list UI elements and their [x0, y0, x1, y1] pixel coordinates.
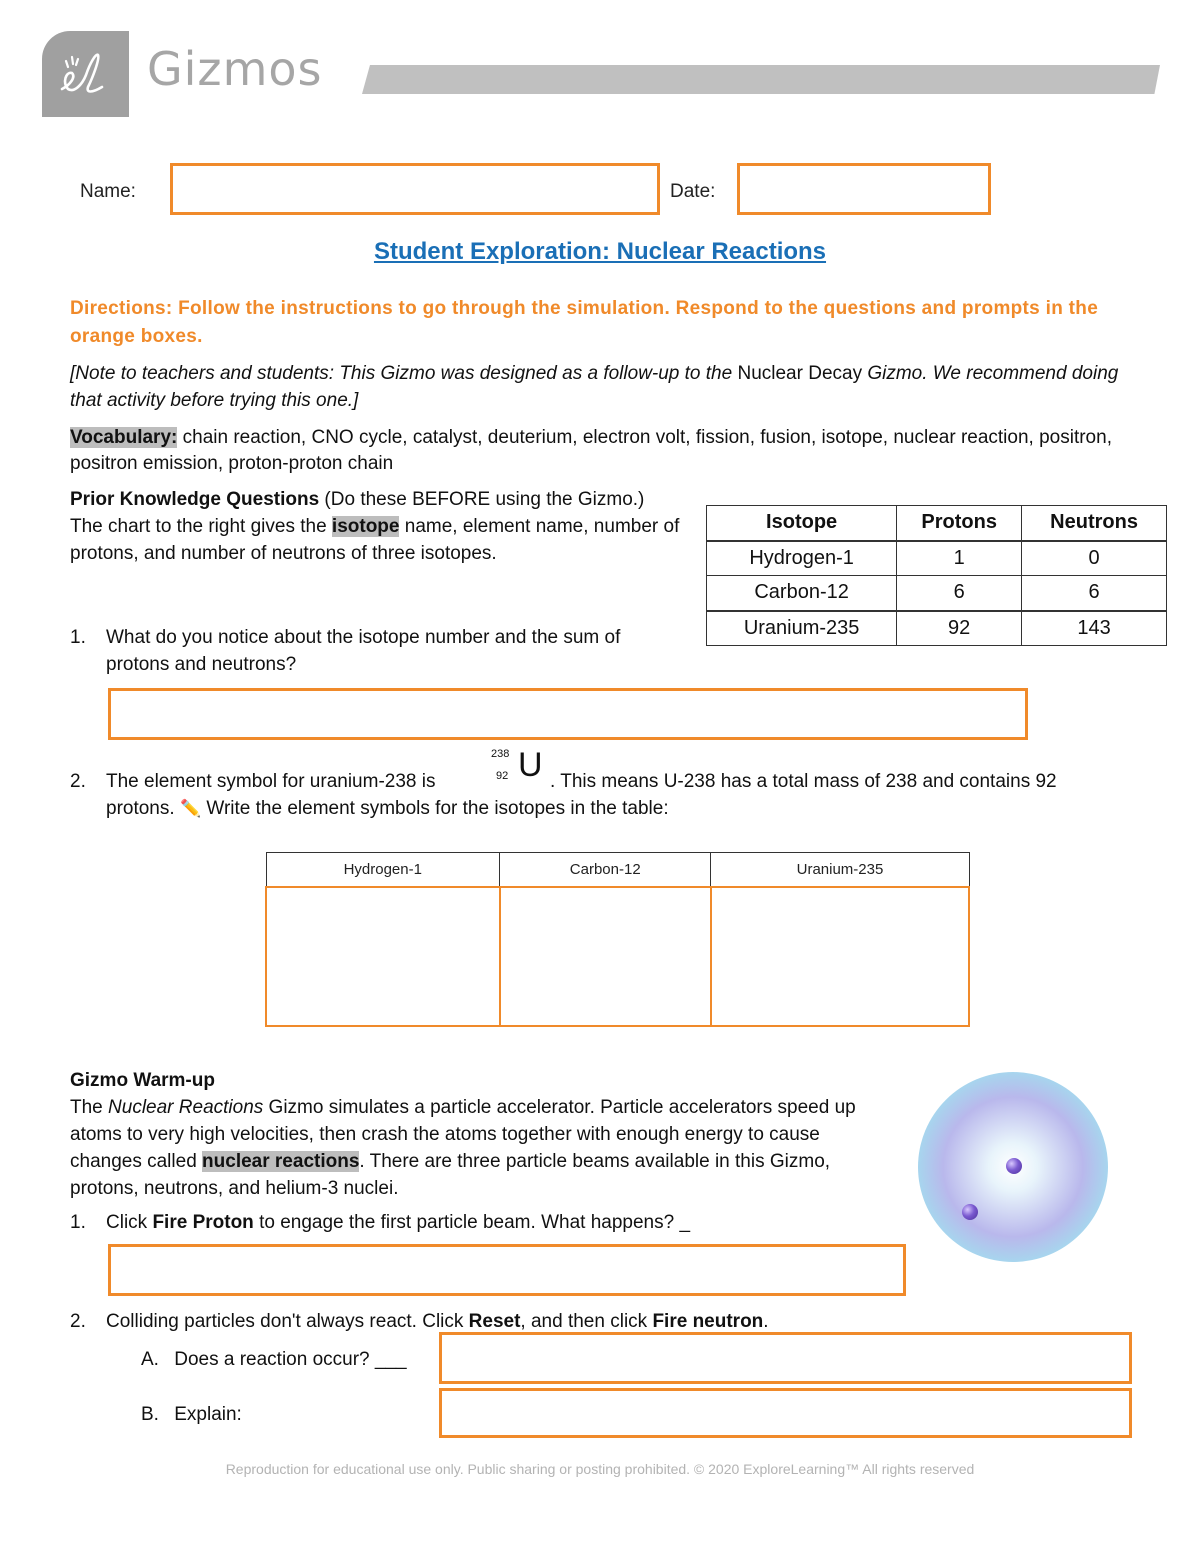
q1-answer-box[interactable] [108, 688, 1028, 740]
warmup-section [70, 1067, 890, 1202]
date-field[interactable] [737, 163, 991, 215]
sub-question-a [141, 1346, 441, 1373]
sub-question-label: B. [141, 1404, 159, 1425]
question-text-part1: The element symbol for uranium-238 is [106, 771, 436, 792]
cell-neutrons: 0 [1022, 541, 1167, 576]
table-row [707, 541, 1167, 576]
cell-neutrons: 6 [1022, 576, 1167, 611]
question-number: 2. [70, 1311, 86, 1332]
question-2 [70, 768, 1150, 828]
table-row [266, 887, 969, 1026]
name-field[interactable] [170, 163, 660, 215]
header-uranium-235: Uranium-235 [711, 853, 969, 887]
warmup-heading: Gizmo Warm-up [70, 1070, 215, 1091]
vocabulary-terms: chain reaction, CNO cycle, catalyst, deuterium, electron volt, fission, fusion, isotope, nuclear reaction, positron, positron emission, proton-proton chain [70, 427, 1112, 474]
nucleus-particle-icon [1006, 1158, 1022, 1174]
atom-illustration [918, 1072, 1108, 1262]
sub-question-b [141, 1401, 441, 1428]
question-text-part2: . This means U-238 has a total mass of 238 and contains 92 [550, 771, 1057, 792]
header-carbon-12: Carbon-12 [500, 853, 711, 887]
el-logo-icon [52, 45, 118, 103]
header-isotope: Isotope [707, 506, 897, 541]
element-symbol-table [265, 852, 970, 1027]
q2-part2: , and then click [520, 1311, 653, 1332]
sub-question-label: A. [141, 1349, 159, 1370]
cell-protons: 6 [897, 576, 1022, 611]
note-part3: Gizmo. We recommend doing that activity before trying this one.] [70, 363, 1119, 411]
table-row [707, 611, 1167, 646]
cell-isotope: Carbon-12 [707, 576, 897, 611]
question-text-part3: protons. [106, 798, 175, 819]
header-decorative-bar [362, 65, 1160, 94]
teacher-note [70, 360, 1130, 414]
header-protons: Protons [897, 506, 1022, 541]
q1-part1: Click [106, 1212, 153, 1233]
uranium-235-answer-cell[interactable] [711, 887, 969, 1026]
vocabulary [70, 425, 1130, 477]
warmup-p1: The [70, 1097, 109, 1118]
prior-knowledge-heading: Prior Knowledge Questions [70, 489, 320, 510]
cell-isotope: Uranium-235 [707, 611, 897, 646]
proton-particle-icon [962, 1204, 978, 1220]
vocabulary-label: Vocabulary: [70, 427, 178, 448]
cell-protons: 92 [897, 611, 1022, 646]
pencil-icon: ✏️ [179, 799, 202, 818]
table-row [707, 576, 1167, 611]
table-header-row [707, 506, 1167, 541]
question-text: What do you notice about the isotope number and the sum of protons and neutrons? [106, 627, 621, 675]
warmup-q1-answer-box[interactable] [108, 1244, 906, 1296]
warmup-p2: Gizmo simulates a particle accelerator. Particle accelerators speed up atoms to very high velocities, then crash the atoms together with enough energy to cause changes called [70, 1097, 856, 1172]
fire-proton-label: Fire Proton [152, 1212, 254, 1233]
carbon-12-answer-cell[interactable] [500, 887, 711, 1026]
intro-part2: name, element name, number of protons, and number of neutrons of three isotopes. [70, 516, 680, 564]
cell-protons: 1 [897, 541, 1022, 576]
prior-knowledge-note: (Do these BEFORE using the Gizmo.) [319, 489, 645, 510]
isotope-highlight: isotope [331, 516, 400, 537]
warmup-gizmo-name: Nuclear Reactions [108, 1097, 264, 1118]
name-label: Name: [80, 181, 136, 202]
date-label: Date: [670, 181, 716, 202]
element-symbol: U [518, 746, 543, 784]
header-neutrons: Neutrons [1022, 506, 1167, 541]
isotope-table [706, 505, 1167, 646]
uranium-238-symbol [488, 748, 548, 788]
cell-neutrons: 143 [1022, 611, 1167, 646]
mass-number: 238 [491, 748, 510, 760]
q1-part2: to engage the first particle beam. What happens? _ [253, 1212, 691, 1233]
prior-knowledge-intro [70, 486, 680, 567]
warmup-question-1 [70, 1209, 890, 1239]
question-text-part4: Write the element symbols for the isotopes in the table: [201, 798, 669, 819]
note-part2: Nuclear Decay [737, 363, 863, 384]
sub-question-text: Does a reaction occur? ___ [174, 1349, 407, 1370]
question-number: 1. [70, 1212, 86, 1233]
directions-text: Directions: Follow the instructions to go through the simulation. Respond to the questions and prompts in the orange boxes. [70, 298, 1099, 347]
q2-part3: . [763, 1311, 769, 1332]
copyright-footer: Reproduction for educational use only. Public sharing or posting prohibited. © 2020 ExploreLearning™ All rights reserved [225, 1461, 975, 1477]
question-number: 2. [70, 771, 86, 792]
table-header-row [266, 853, 969, 887]
fire-neutron-label: Fire neutron [652, 1311, 764, 1332]
q2-part1: Colliding particles don't always react. Click [106, 1311, 469, 1332]
atomic-number: 92 [496, 770, 509, 782]
reaction-occur-answer-box[interactable] [439, 1332, 1132, 1384]
header-hydrogen-1: Hydrogen-1 [266, 853, 500, 887]
note-part1: [Note to teachers and students: This Gizmo was designed as a follow-up to the [70, 363, 738, 384]
explorelearning-logo [42, 31, 129, 117]
explain-answer-box[interactable] [439, 1388, 1132, 1438]
warmup-p3: . There are three particle beams available in this Gizmo, protons, neutrons, and helium-3 nuclei. [70, 1151, 831, 1199]
sub-question-text: Explain: [174, 1404, 242, 1425]
intro-part1: The chart to the right gives the [70, 516, 332, 537]
page-title: Student Exploration: Nuclear Reactions [373, 238, 827, 265]
question-number: 1. [70, 627, 86, 648]
question-1 [70, 624, 690, 684]
brand-name: Gizmos [147, 42, 323, 96]
cell-isotope: Hydrogen-1 [707, 541, 897, 576]
hydrogen-1-answer-cell[interactable] [266, 887, 500, 1026]
reset-label: Reset [468, 1311, 521, 1332]
nuclear-reactions-highlight: nuclear reactions [202, 1151, 360, 1172]
